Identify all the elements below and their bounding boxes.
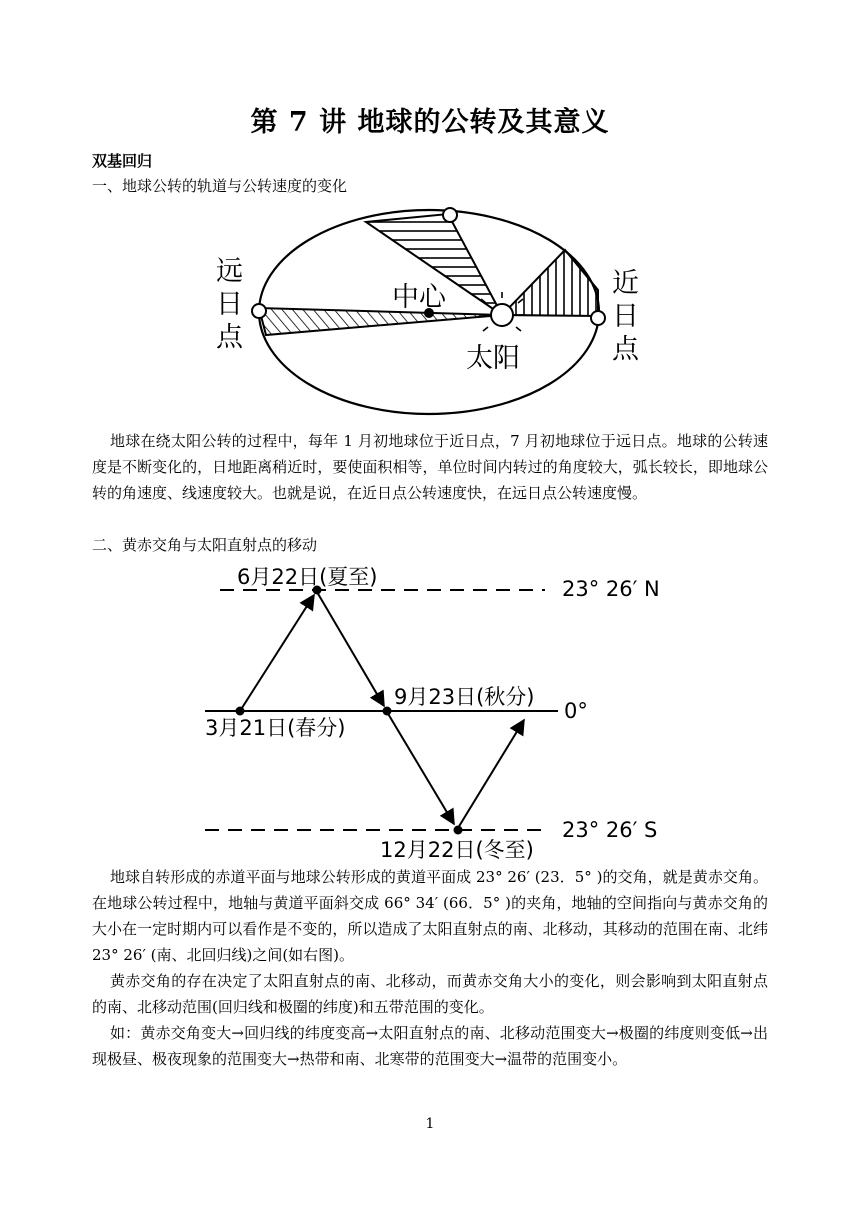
label-perihelion-1: 近 [612, 268, 639, 299]
paragraph-orbit-speed: 地球在绕太阳公转的过程中，每年 1 月初地球位于近日点，7 月初地球位于远日点。地球的公转速度是不断变化的，日地距离稍近时，要使面积相等，单位时间内转过的角度较大，弧长较长，即地球公转的角速度、线速度较大。也就是说，在近日点公转速度快，在远日点公转速度慢。 [92, 432, 768, 502]
label-aphelion-3: 点 [216, 322, 243, 353]
point-winter-solstice [454, 826, 463, 835]
path-spring-to-summer [240, 595, 314, 711]
point-spring-equinox [236, 707, 245, 716]
label-perihelion-2: 日 [612, 301, 639, 332]
paragraph-example: 如：黄赤交角变大→回归线的纬度变高→太阳直射点的南、北移动范围变大→极圈的纬度则变低→出现极昼、极夜现象的范围变大→热带和南、北寒带的范围变大→温带的范围变小。 [92, 1024, 768, 1068]
point-autumn-equinox [383, 707, 392, 716]
earth-perihelion [591, 311, 605, 325]
page-number: 1 [425, 1116, 435, 1132]
path-summer-to-autumn [317, 592, 384, 706]
label-aphelion-2: 日 [216, 289, 243, 320]
label-aphelion-1: 远 [216, 256, 243, 287]
subheading-orbit: 一、地球公转的轨道与公转速度的变化 [92, 177, 348, 195]
aphelion-sector [259, 308, 502, 335]
page-title: 第 7 讲 地球的公转及其意义 [250, 107, 610, 138]
label-center: 中心 [392, 282, 446, 313]
path-winter-to-spring [458, 720, 524, 828]
paragraph-obliquity: 地球自转形成的赤道平面与地球公转形成的黄道平面成 23° 26′ (23．5° )的交角，就是黄赤交角。在地球公转过程中，地轴与黄道平面斜交成 66° 34′ (66．5° )的夹角，地轴的空间指向与黄赤交角的大小在一定时期内可以看作是不变的，所以造成了太阳直射点的南、北移动，其移动的范围在南、北纬 23° 26′ (南、北回归线)之间(如右图)。 [92, 868, 768, 964]
label-summer-solstice: 6月22日(夏至) [237, 565, 378, 589]
path-autumn-to-winter [387, 712, 454, 824]
subheading-obliquity: 二、黄赤交角与太阳直射点的移动 [92, 536, 318, 554]
label-perihelion-3: 点 [612, 334, 639, 365]
label-lat-north: 23° 26′ N [562, 577, 660, 601]
earth-top [443, 208, 457, 222]
label-spring-equinox: 3月21日(春分) [205, 716, 346, 740]
label-lat-equator: 0° [564, 699, 588, 723]
paragraph-obliquity-effects: 黄赤交角的存在决定了太阳直射点的南、北移动，而黄赤交角大小的变化，则会影响到太阳直射点的南、北移动范围(回归线和极圈的纬度)和五带范围的变化。 [92, 972, 768, 1016]
perihelion-sector [502, 250, 598, 316]
label-winter-solstice: 12月22日(冬至) [380, 838, 534, 862]
label-lat-south: 23° 26′ S [562, 818, 658, 842]
earth-aphelion [252, 304, 266, 318]
label-autumn-equinox: 9月23日(秋分) [394, 685, 535, 709]
label-sun: 太阳 [466, 343, 520, 374]
section-heading: 双基回归 [92, 152, 153, 170]
orbit-diagram [200, 200, 670, 422]
sun-migration-diagram [200, 560, 670, 865]
